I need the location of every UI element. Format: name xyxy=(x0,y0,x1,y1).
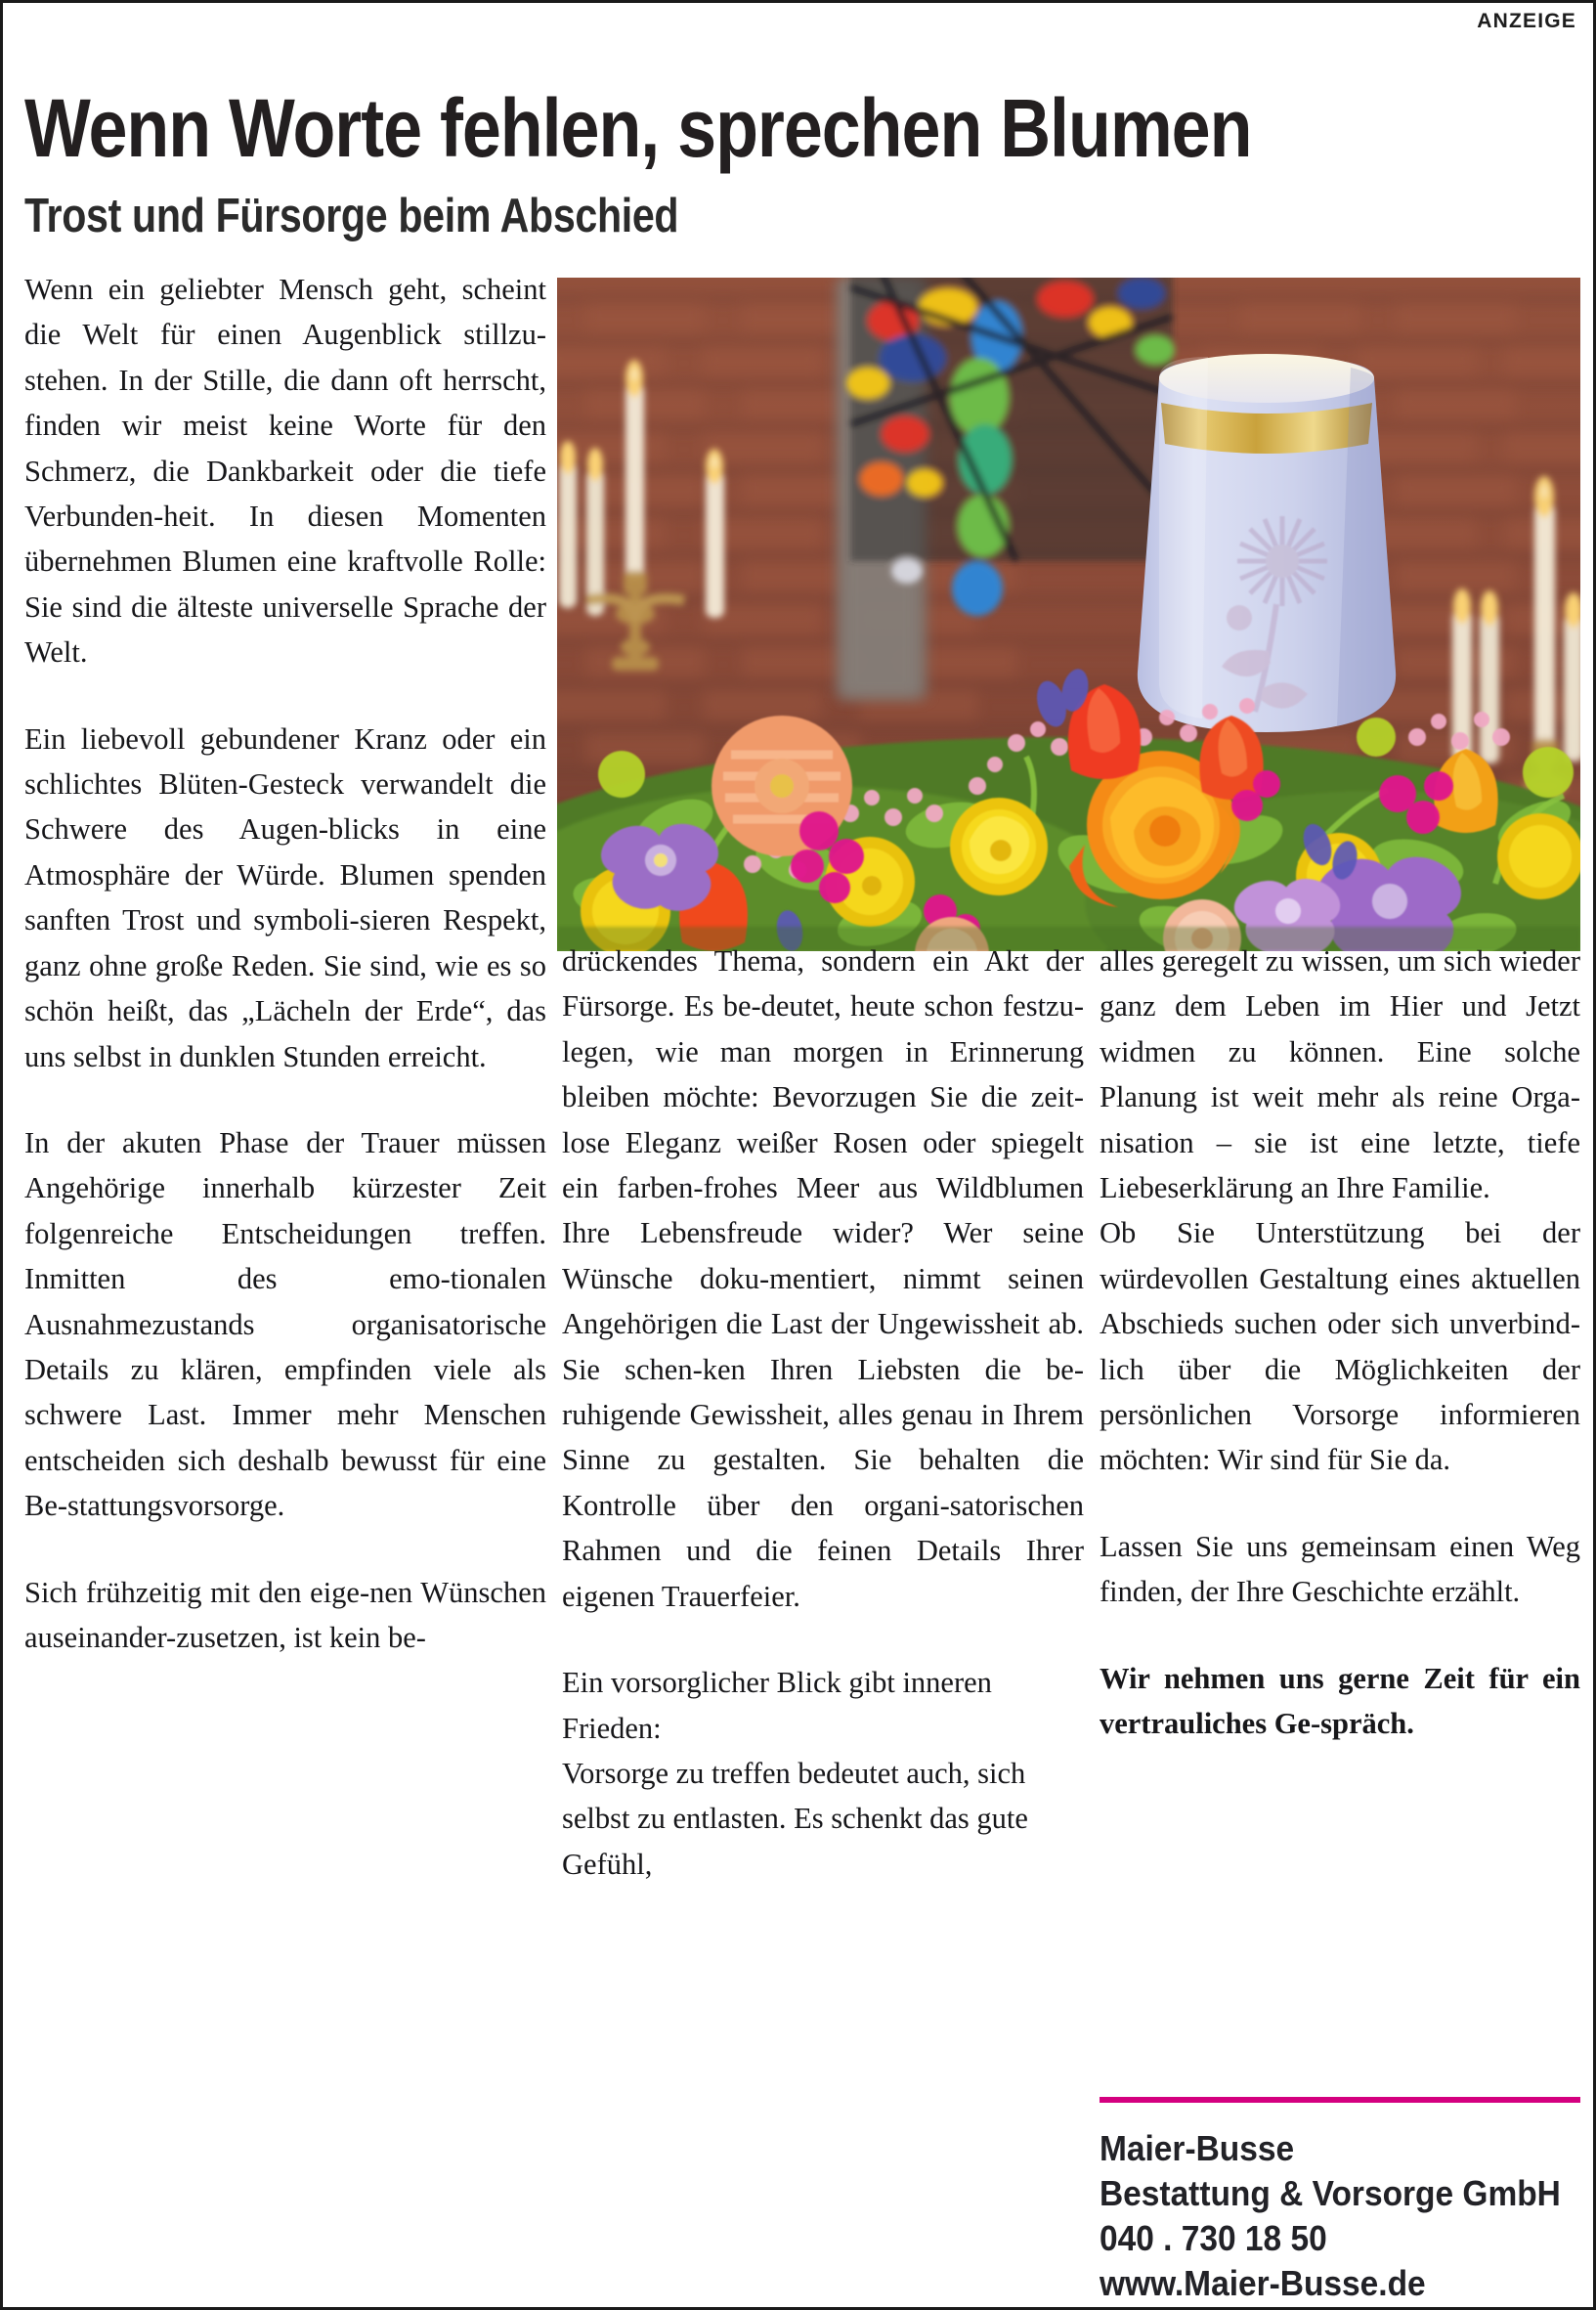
website-url[interactable]: www.Maier-Busse.de xyxy=(1100,2263,1426,2303)
paragraph: Ein vorsorglicher Blick gibt inneren Frieden: xyxy=(562,1666,992,1745)
paragraph: In der akuten Phase der Trauer müssen Angehörige innerhalb kürzester Zeit folgenreiche Entscheidungen treffen. Inmitten des emo-tionalen Ausnahmezustands organisatorische Details zu klären, empfinden viele als schwere Last. Immer mehr Menschen entscheiden sich deshalb bewusst für eine Be-stattungsvorsorge. xyxy=(24,1125,546,1523)
company-type: Bestattung & Vorsorge GmbH xyxy=(1100,2173,1561,2213)
company-name: Maier-Busse xyxy=(1100,2128,1295,2168)
paragraph: Ein liebevoll gebundener Kranz oder ein schlichtes Blüten-Gesteck verwandelt die Schwere des Augen-blicks in eine Atmosphäre der Würde. Blumen spenden sanften Trost und symboli-sieren Respekt, ganz ohne große Reden. Sie sind, wie es so schön heißt, das „Lächeln der Erde“, das uns selbst in dunklen Stunden erreicht. xyxy=(24,721,546,1073)
funeral-arrangement-photo xyxy=(557,278,1580,951)
anzeige-label: ANZEIGE xyxy=(1477,10,1576,32)
page-title: Wenn Worte fehlen, sprechen Blumen xyxy=(24,82,1252,175)
paragraph: alles geregelt zu wissen, um sich wieder ganz dem Leben im Hier und Jetzt widmen zu können. Eine solche Planung ist weit mehr als reine Orga-nisation – sie ist eine letzte, tiefe Liebeserklärung an Ihre Familie. xyxy=(1100,944,1580,1205)
photo-illustration xyxy=(557,278,1580,951)
paragraph: Wenn ein geliebter Mensch geht, scheint die Welt für einen Augenblick stillzu-stehen. In der Stille, die dann oft herrscht, finden wir meist keine Worte für den Schmerz, die Dankbarkeit oder die tiefe Verbunden-heit. In diesen Momenten übernehmen Blumen eine kraftvolle Rolle: Sie sind die älteste universelle Sprache der Welt. xyxy=(24,273,546,670)
paragraph: Lassen Sie uns gemeinsam einen Weg finden, der Ihre Geschichte erzählt. xyxy=(1100,1529,1580,1609)
body-column-2 xyxy=(562,938,1084,1887)
paragraph: Vorsorge zu treffen bedeutet auch, sich selbst zu entlasten. Es schenkt das gute Gefühl, xyxy=(562,1756,1028,1881)
phone-number[interactable]: 040 . 730 18 50 xyxy=(1100,2218,1327,2258)
contact-block xyxy=(1100,2126,1561,2306)
body-column-1 xyxy=(24,267,546,1660)
paragraph-emphasis: Wir nehmen uns gerne Zeit für ein vertrauliches Ge-spräch. xyxy=(1100,1661,1580,1741)
body-column-3 xyxy=(1100,938,1580,1747)
paragraph: Sich frühzeitig mit den eige-nen Wünschen auseinander-zusetzen, ist kein be- xyxy=(24,1575,546,1654)
page-subtitle: Trost und Fürsorge beim Abschied xyxy=(24,189,679,242)
paragraph: Ob Sie Unterstützung bei der würdevollen Gestaltung eines aktuellen Abschieds suchen oder sich unverbind-lich über die Möglichkeiten der persönlichen Vorsorge informieren möchten: Wir sind für Sie da. xyxy=(1100,1216,1580,1477)
accent-divider xyxy=(1100,2097,1580,2103)
paragraph: drückendes Thema, sondern ein Akt der Fürsorge. Es be-deutet, heute schon festzu-legen, wie man morgen in Erinnerung bleiben möchte: Bevorzugen Sie die zeit-lose Eleganz weißer Rosen oder spiegelt ein farben-frohes Meer aus Wildblumen Ihre Lebensfreude wider? Wer seine Wünsche doku-mentiert, nimmt seinen Angehörigen die Last der Ungewissheit ab. Sie schen-ken Ihren Liebsten die be-ruhigende Gewissheit, alles genau in Ihrem Sinne zu gestalten. Sie behalten die Kontrolle über den organi-satorischen Rahmen und die feinen Details Ihrer eigenen Trauerfeier. xyxy=(562,944,1084,1613)
